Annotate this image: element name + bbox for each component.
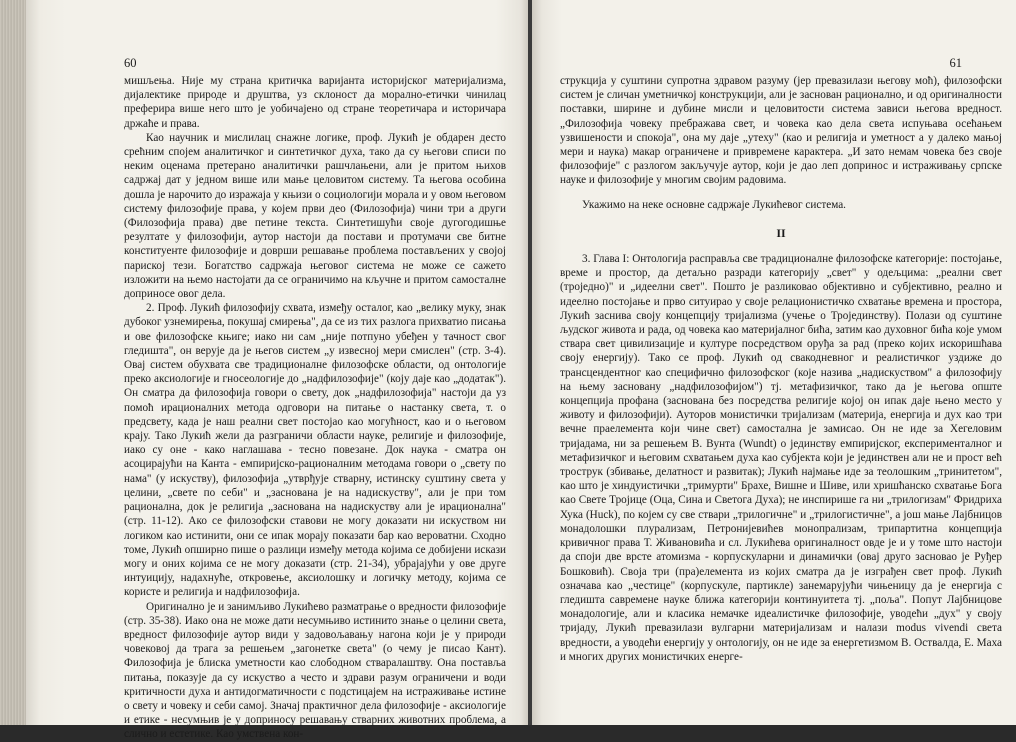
paragraph: струкција у суштини супротна здравом разуму (јер превазилази његову моћ), филозофски систем је сличан уметничкој конструкцији, али је заснован рационално, и од оригиналности поставки, ширине и дубине мисли и целовитости система зависи његова вредност. „Филозофија човеку пребражава свет, и човека као дела света испуњава осећањем узвишености и спокоја", она му даје „утеху" (као и религија и уметност а у далеко мањој мери и наука) макар ограничене и привремене карактера. „И зато немам човека без своје филозофије" с разлогом закључује аутор, који је дао леп допринос и истраживању српске науке и филозофије у многим својим радовима. [560,75,1002,187]
right-page [532,0,1016,725]
paragraph: 2. Проф. Лукић филозофију схвата, између осталог, као „велику муку, знак дубоког узнемирења, покушај смирења", да се из тих разлога прихватио писања и ове филозофске књиге; иако ни сам „није потпуно убеђен у тачност свог гледишта", он верује да је његов систем „у извесној мери смислен" (стр. 3-4). Овај систем обухвата све традиционалне филозофске области, од онтологије преко аксиологије и гносеологије до „надфилозофије" (коју даје као „додатак"). Он сматра да филозофија говори о свету, док „надфилозофија" настоји да уз помоћ ирационалних метода одговори на питање о настанку света, т. о предсвету, када је наш реални свет постојао као могућност, као и о његовом крају. Тако Лукић жели да разграничи области науке, религије и филозофије, иако су оне - како наглашава - тесно повезане. Док наука - сматра он асоцирајући на Канта - емпиријско-рационалним методама говори о „свету по нама" (у искуству), филозофија „утврђује стварну, истинску суштину света у целини, „свете по себи" и „заснована је на надискуству", али је при том рационална, док је религија „заснована на надискуству али је ирационална" (стр. 11-12). Ако се филозофски ставови не могу доказати ни искуством ни логиком као истинити, они се ипак морају показати бар као вероватни. Сходно томе, Лукић опширно пише о разлици између метода којима се добијени искази могу и оних којима се не могу доказати (стр. 21-34), убрајајући у ове друге интуицију, надахнуће, откровење, аксиолошку и логичку методу, којима се користе и религија и надфилозофија. [124,302,506,599]
left-page [26,0,528,741]
paragraph: 3. Глава I: Онтологија расправља све традиционалне филозофске категорије: постојање, време и простор, да детаљно разради категорију „свет" у одељцима: „реални свет (троједно)" и „идеелни свет". Пошто је разликовао објективно и субјективно, реално и идеелно постојање и прво ситуирао у своје релационистичко схватање времена и простора, Лукић заснива своју концепцију тријализма (учење о Тројединству). Полази од суштине људског живота и рада, од човека као материјалног бића, затим као духовног бића које умом ствара свет цивилизације и културе посредством оруђа за рад (преко којих искоришћава своју енергију). Тако се проф. Лукић од свакодневног и реалистичког уздиже до трансцендентног као специфично филозофског (које назива „надискуством" а филозофију на њему засновану „надфилозофијом") тј. метафизичког, тако да је његова опште концепција профана (заснована без посредства религије којој он ипак даје њено место у животу и филозофији). Ауторов монистички тријализам (материја, енергија и дух као три вечне праелемента који чине свет) самостална је замисао. Он не иде за Хегеловим тријадама, ни за решењем В. Вунта (Wundt) о јединству емпиријског, експерименталног и метафизичког и његовим схватањем духа као субјекта који је јединствен али не и прост већ трострук (збивање, делатност и развитак); Лукић најмање иде за теолошким „тринитетом", као што је хиндуистички „тримурти" Брахе, Вишне и Шиве, или хришћанско схватање Бога као Свете Тројице (Оца, Сина и Светога Духа); не инспирише га ни „трилогизам" Фридриха Хука (Huck), по којем су све ствари „трилогичне" и „трилогистичне", а још мање Лајбницов монадолошки плурализам, Петронијевићев монопрализам, трипартитна концепција кривичног права Т. Живановића и сл. Лукићева оригиналност овде је и у томе што настоји да споји две врсте атомизма - корпускуларни и динамички (овај друго засновао је Руђер Бошковић). Своја три (пра)елемента из којих сматра да је изграђен свет проф. Лукић означава као „честице" (корпускуле, партикле) занемарујући чињеницу да је енергија с гледишта савремене науке ближа категорији континуитета тј. „поља". Попут Лајбницове монадологије, али и класика немачке идеалистичке филозофије, уводећи „дух" у своју тријаду, Лукић превазилази вулгарни материјализам и налази modus vivendi света вредности, а уводећи енергију у онтологију, он не иде за енергетизмом В. Оствалда, Е. Маха и многих других монистичких енерге- [560,253,1002,663]
page-number-left: 60 [124,56,137,70]
left-page-text [124,74,506,742]
section-heading: II [776,225,786,240]
page-number-right: 61 [949,56,962,70]
right-page-text [560,74,1002,664]
paragraph: Оригинално је и занимљиво Лукићево разматрање о вредности филозофије (стр. 35-38). Иако она не може дати несумњиво истинито знање о целини света, вредност филозофије аутор види у задовољавању нагона који је у природи човековој да трага за решењем „загонетке света" (о чему је писао Кант). Филозофија је блиска уметности као слободном стваралаштву. Она поставља питања, показује да су искуство а често и здрави разум ограничени и води критичности духа и антидогматичности с подстицајем на истраживање истине о свету и човеку и себи самој. Значај практичног дела филозофије - аксиологије и етике - несумњив је у доприносу решавању стварних животних проблема, а слично и естетике. Као умствена кон- [124,600,506,741]
book-page-edges [0,0,26,725]
paragraph: Укажимо на неке основне садржаје Лукићевог система. [582,198,846,211]
paragraph: мишљења. Није му страна критичка варијанта историјског материјализма, дијалектике природе и друштва, уз склоност да морално-етички чинилац преферира више него што је уобичајено од стране теоретичара и историчара држаће и права. [124,75,506,130]
paragraph: Као научник и мислилац снажне логике, проф. Лукић је обдарен десто срећним спојем аналитичког и синтетичког духа, тако да су његови списи по неким оценама претерано аналитички рашчлањени, али је притом њихов садржај дат у једном више или мање целовитом систему. Та његова особина дошла је нарочито до изражаја у књизи о социологији морала и у овом његовом систему филозофије права, у којем први део (Филозофија) чини три а други (Филозофија права) две петине текста. Синтетишући своје дугогодишње резултате у филозофији, аутор настоји да постави и протумачи све битне конституенте филозофије и доврши решавање проблема постављених у својој париској тези. Богатство садржаја његовог система не може се сажето изложити на њемо настојати да се ограничимо на кључне и притом самосталне доприносе овог дела. [124,131,506,301]
